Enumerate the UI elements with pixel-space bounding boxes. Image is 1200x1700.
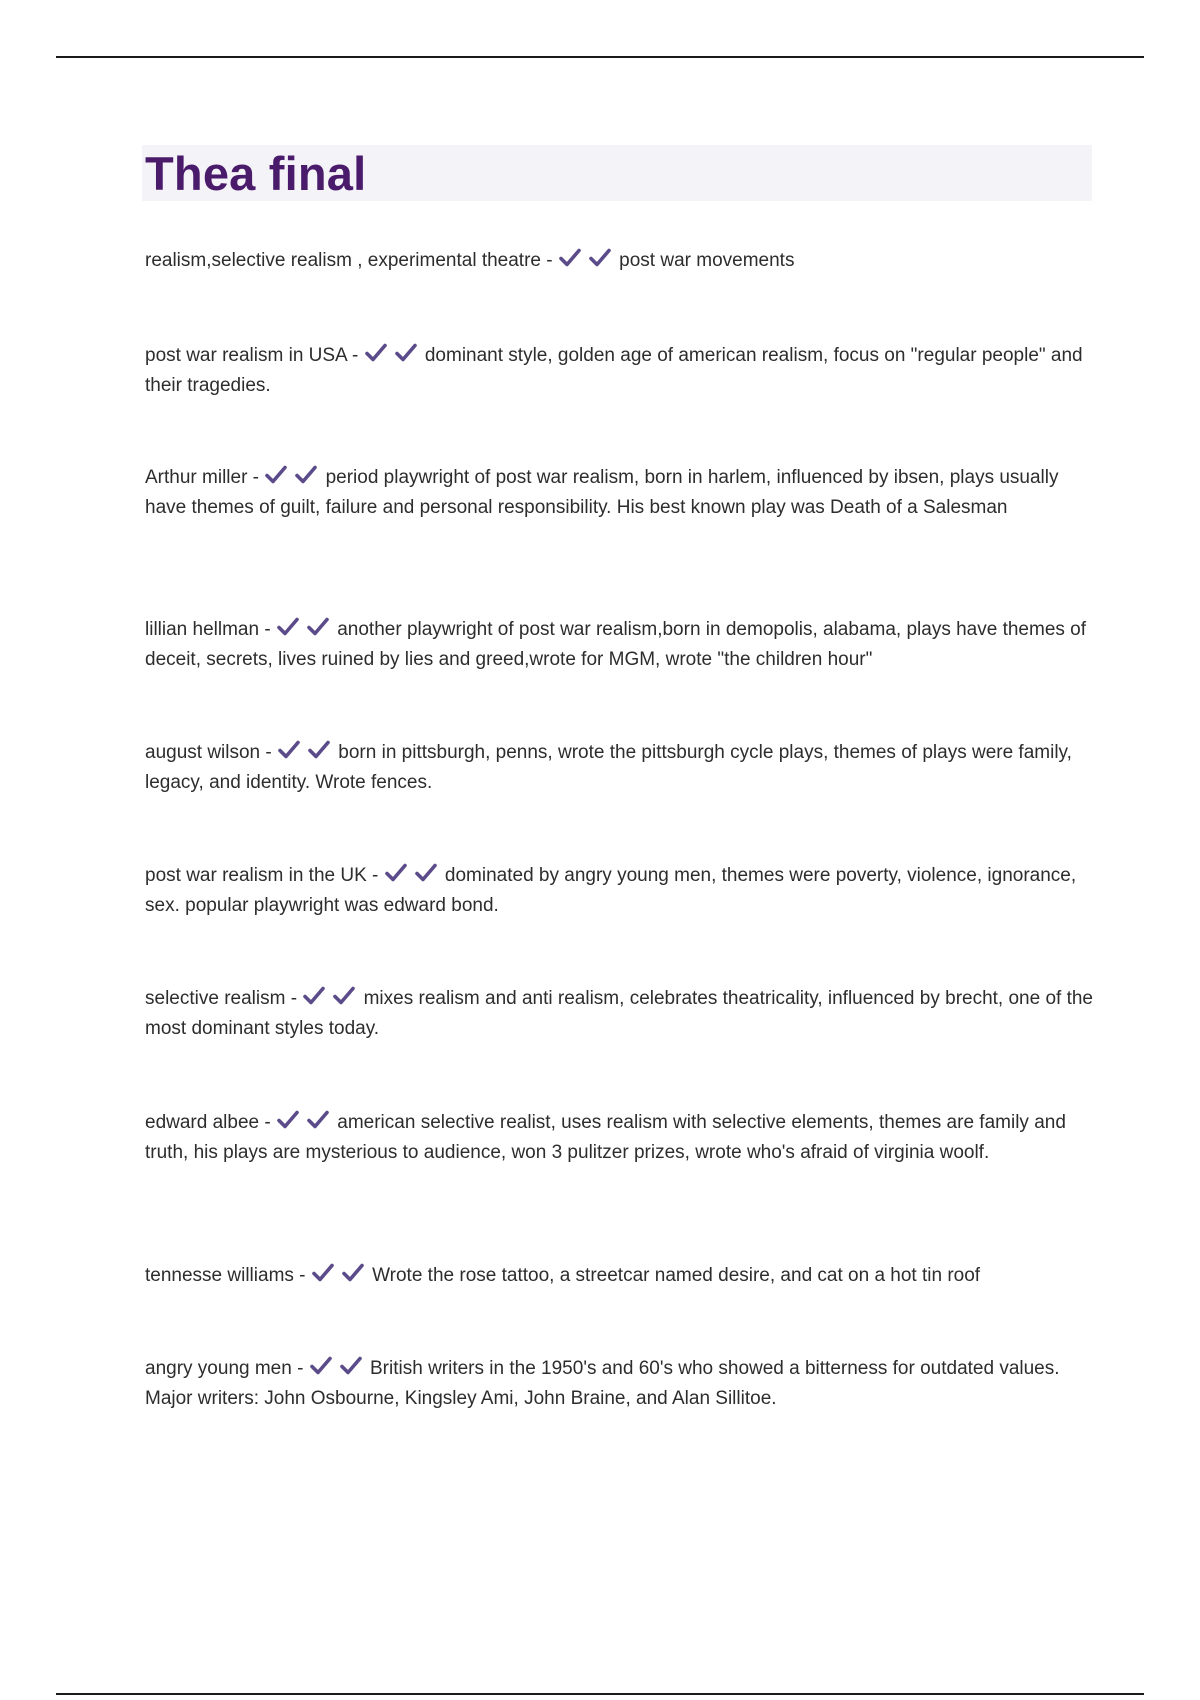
check-pair [276, 615, 330, 639]
term: realism,selective realism , experimental theatre [145, 250, 541, 271]
definition: another playwright of post war realism,born in demopolis, alabama, plays have themes of deceit, secrets, lives ruined by lies and greed,wrote for MGM, wrote "the children hour" [145, 619, 1087, 670]
check-icon [384, 861, 408, 885]
definition: born in pittsburgh, penns, wrote the pittsburgh cycle plays, themes of plays were family, legacy, and identity. Wrote fences. [145, 742, 1072, 793]
list-item [145, 738, 1095, 798]
check-pair [364, 341, 418, 365]
check-icon [311, 1261, 335, 1285]
check-icon [276, 615, 300, 639]
check-icon [588, 246, 612, 270]
list-item [145, 984, 1095, 1044]
top-rule [56, 56, 1144, 58]
separator: - [285, 988, 303, 1009]
list-item [145, 463, 1095, 523]
check-icon [276, 1108, 300, 1132]
list-item [145, 1108, 1095, 1168]
term: angry young men [145, 1358, 292, 1379]
list-item [145, 1261, 1095, 1291]
term: tennesse williams [145, 1265, 294, 1286]
term: post war realism in USA [145, 345, 347, 366]
term: Arthur miller [145, 467, 248, 488]
list-item [145, 1354, 1095, 1414]
check-icon [394, 341, 418, 365]
separator: - [366, 865, 384, 886]
list-item [145, 246, 1095, 276]
check-icon [332, 984, 356, 1008]
separator: - [259, 1112, 276, 1133]
bottom-rule [56, 1693, 1144, 1695]
check-pair [309, 1354, 363, 1378]
definition: period playwright of post war realism, born in harlem, influenced by ibsen, plays usually have themes of guilt, failure and personal responsibility. His best known play was Death of a Salesman [145, 467, 1059, 518]
definition: dominated by angry young men, themes were poverty, violence, ignorance, sex. popular playwright was edward bond. [145, 865, 1077, 916]
separator: - [346, 345, 364, 366]
check-pair [558, 246, 612, 270]
check-pair [302, 984, 356, 1008]
term: selective realism [145, 988, 286, 1009]
separator: - [247, 467, 265, 488]
check-icon [306, 615, 330, 639]
list-item [145, 615, 1095, 675]
term: august wilson [145, 742, 261, 763]
check-icon [302, 984, 326, 1008]
check-pair [384, 861, 438, 885]
check-icon [558, 246, 582, 270]
check-icon [339, 1354, 363, 1378]
check-pair [311, 1261, 365, 1285]
check-pair [264, 463, 318, 487]
page-title: Thea final [145, 147, 367, 200]
check-icon [307, 738, 331, 762]
check-icon [341, 1261, 365, 1285]
check-icon [414, 861, 438, 885]
check-pair [277, 738, 331, 762]
separator: - [260, 742, 278, 763]
check-icon [306, 1108, 330, 1132]
check-pair [276, 1108, 330, 1132]
separator: - [541, 250, 558, 271]
list-item [145, 861, 1095, 921]
check-icon [294, 463, 318, 487]
term: lillian hellman [145, 619, 260, 640]
definition: Wrote the rose tattoo, a streetcar named desire, and cat on a hot tin roof [372, 1265, 981, 1286]
separator: - [259, 619, 276, 640]
term: edward albee [145, 1112, 260, 1133]
list-item [145, 341, 1095, 401]
separator: - [291, 1358, 309, 1379]
definition: american selective realist, uses realism with selective elements, themes are family and truth, his plays are mysterious to audience, won 3 pulitzer prizes, wrote who's afraid of virginia woolf. [145, 1112, 1066, 1163]
term: post war realism in the UK [145, 865, 367, 886]
check-icon [264, 463, 288, 487]
definition: dominant style, golden age of american realism, focus on "regular people" and their tragedies. [145, 345, 1083, 396]
definition: mixes realism and anti realism, celebrates theatricality, influenced by brecht, one of the most dominant styles today. [145, 988, 1094, 1039]
separator: - [293, 1265, 311, 1286]
check-icon [277, 738, 301, 762]
check-icon [309, 1354, 333, 1378]
definition: post war movements [619, 250, 795, 271]
check-icon [364, 341, 388, 365]
definition: British writers in the 1950's and 60's who showed a bitterness for outdated values. Major writers: John Osbourne, Kingsley Ami, John Braine, and Alan Sillitoe. [145, 1358, 1060, 1409]
